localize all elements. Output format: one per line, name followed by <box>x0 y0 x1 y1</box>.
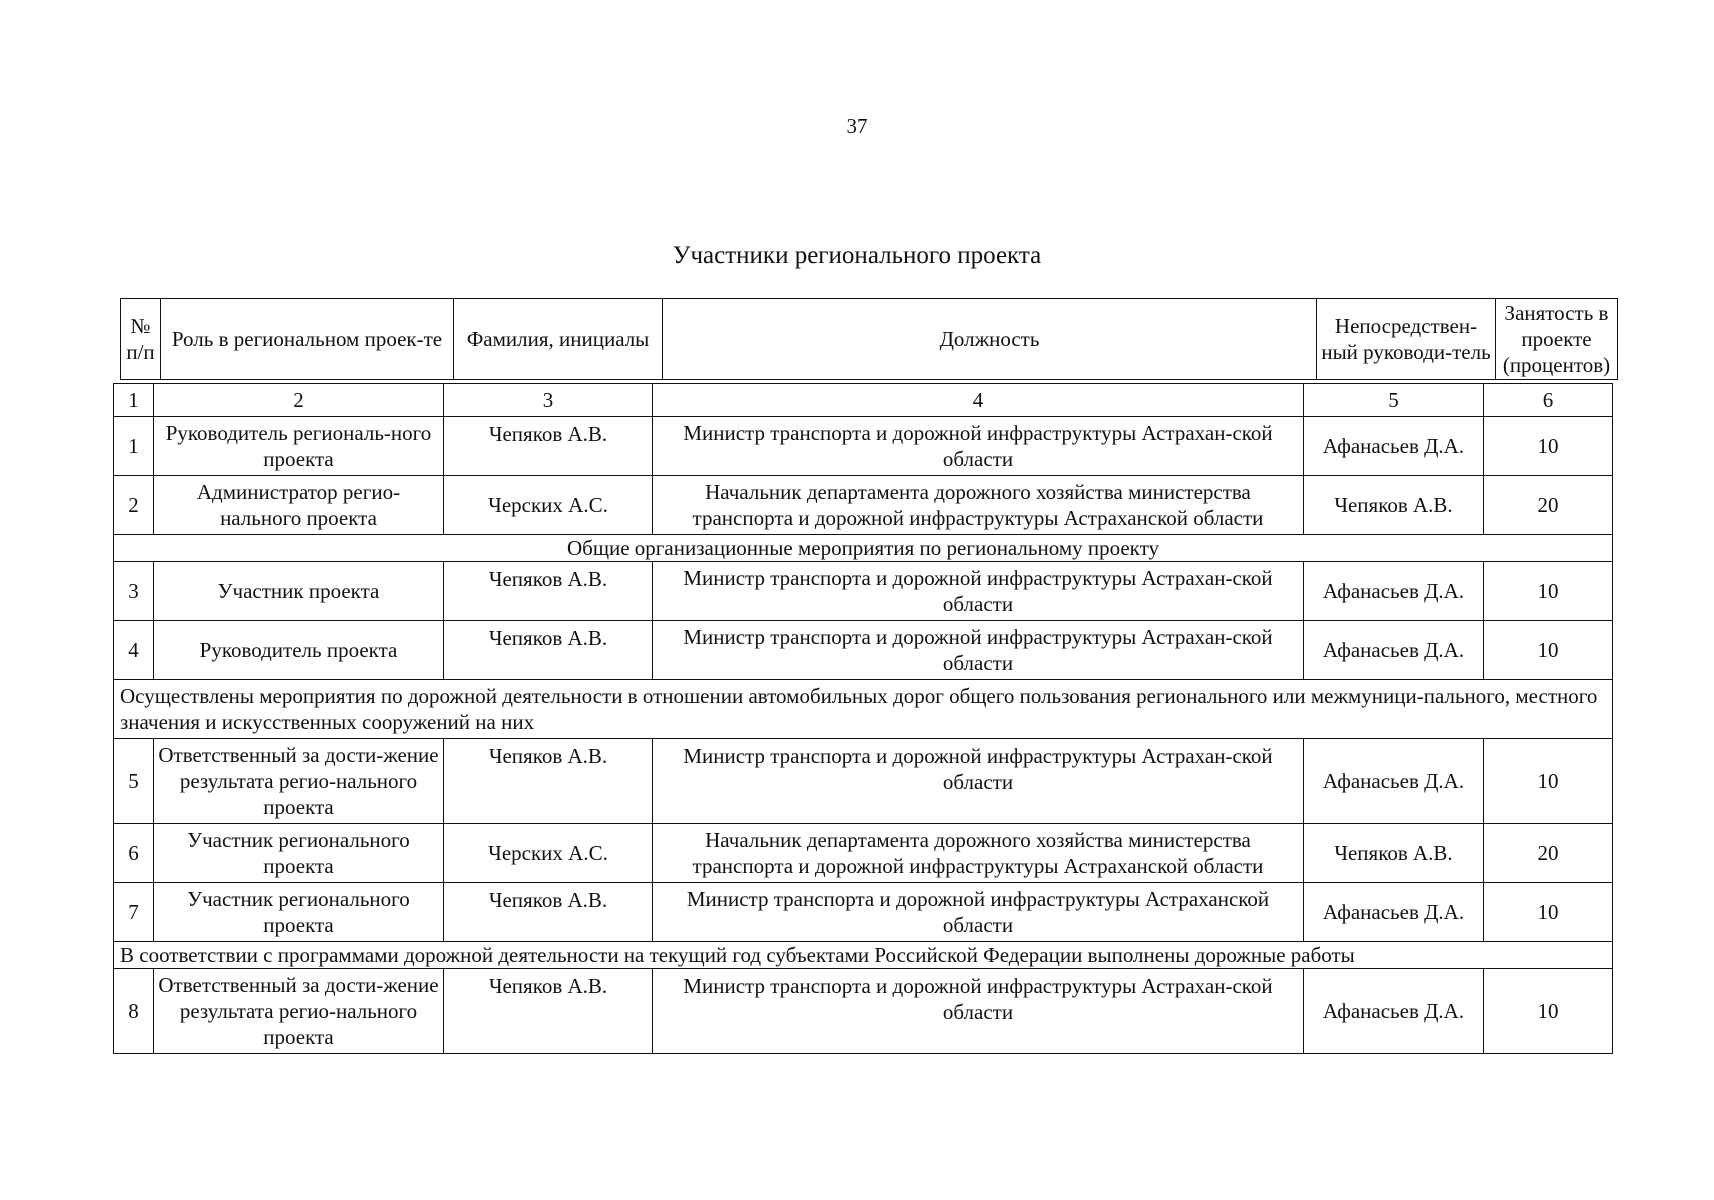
header-position: Должность <box>663 299 1317 380</box>
row-role: Ответственный за дости-жение результата регио-нального проекта <box>154 739 444 824</box>
row-name <box>444 621 653 680</box>
row-name-text: Чепяков А.В. <box>488 567 608 591</box>
row-name-text: Чепяков А.В. <box>488 626 608 650</box>
row-name <box>444 739 653 824</box>
row-name-text: Чепяков А.В. <box>488 744 608 768</box>
row-employment: 10 <box>1484 417 1613 476</box>
row-num: 3 <box>114 562 154 621</box>
row-name-text: Чепяков А.В. <box>488 888 608 912</box>
document-title: Участники регионального проекта <box>672 242 1042 269</box>
row-num: 8 <box>114 969 154 1054</box>
row-role: Участник регионального проекта <box>154 883 444 942</box>
row-employment: 20 <box>1484 824 1613 883</box>
row-num: 1 <box>114 417 154 476</box>
row-role: Администратор регио-нального проекта <box>154 476 444 535</box>
section-row <box>114 942 1613 969</box>
row-role: Ответственный за дости-жение результата регио-нального проекта <box>154 969 444 1054</box>
row-supervisor: Чепяков А.В. <box>1304 824 1484 883</box>
row-supervisor: Афанасьев Д.А. <box>1304 883 1484 942</box>
row-position: Министр транспорта и дорожной инфраструктуры Астраханской области <box>653 883 1304 942</box>
row-num: 4 <box>114 621 154 680</box>
row-position: Министр транспорта и дорожной инфраструктуры Астрахан-ской области <box>653 621 1304 680</box>
row-supervisor: Афанасьев Д.А. <box>1304 739 1484 824</box>
row-position: Министр транспорта и дорожной инфраструктуры Астрахан-ской области <box>653 417 1304 476</box>
table-row <box>114 883 1613 942</box>
page-number: 37 <box>846 114 868 138</box>
header-role: Роль в региональном проек-те <box>161 299 454 380</box>
header-supervisor: Непосредствен-ный руководи-тель <box>1317 299 1496 380</box>
table-row <box>114 621 1613 680</box>
row-num: 7 <box>114 883 154 942</box>
header-name: Фамилия, инициалы <box>454 299 663 380</box>
table-row <box>114 969 1613 1054</box>
row-name <box>444 562 653 621</box>
row-name <box>444 969 653 1054</box>
row-num: 2 <box>114 476 154 535</box>
column-number: 3 <box>444 384 653 417</box>
header-employment: Занятость в проекте (процентов) <box>1496 299 1618 380</box>
row-position: Начальник департамента дорожного хозяйства министерства транспорта и дорожной инфраструктуры Астраханской области <box>653 824 1304 883</box>
section-title: Осуществлены мероприятия по дорожной деятельности в отношении автомобильных дорог общего пользования регионального или межмуници-пального, местного значения и искусственных сооружений на них <box>114 680 1613 739</box>
row-position-text: Министр транспорта и дорожной инфраструктуры Астрахан-ской области <box>683 744 1273 794</box>
row-supervisor: Афанасьев Д.А. <box>1304 621 1484 680</box>
row-name: Черских А.С. <box>444 824 653 883</box>
column-number: 1 <box>114 384 154 417</box>
row-name-text: Чепяков А.В. <box>488 974 608 998</box>
participants-table <box>113 383 1613 1054</box>
column-number: 2 <box>154 384 444 417</box>
row-position <box>653 739 1304 824</box>
table-row <box>114 824 1613 883</box>
row-supervisor: Афанасьев Д.А. <box>1304 969 1484 1054</box>
row-position: Министр транспорта и дорожной инфраструктуры Астрахан-ской области <box>653 562 1304 621</box>
row-name <box>444 883 653 942</box>
row-position <box>653 969 1304 1054</box>
row-employment: 10 <box>1484 969 1613 1054</box>
column-number: 4 <box>653 384 1304 417</box>
row-employment: 10 <box>1484 883 1613 942</box>
row-role: Участник регионального проекта <box>154 824 444 883</box>
section-title: В соответствии с программами дорожной деятельности на текущий год субъектами Российской Федерации выполнены дорожные работы <box>114 942 1613 969</box>
row-name: Черских А.С. <box>444 476 653 535</box>
row-num: 5 <box>114 739 154 824</box>
row-supervisor: Афанасьев Д.А. <box>1304 417 1484 476</box>
section-row <box>114 535 1613 562</box>
section-row <box>114 680 1613 739</box>
row-position-text: Министр транспорта и дорожной инфраструктуры Астрахан-ской области <box>683 974 1273 1024</box>
row-supervisor: Чепяков А.В. <box>1304 476 1484 535</box>
table-row <box>114 739 1613 824</box>
row-supervisor: Афанасьев Д.А. <box>1304 562 1484 621</box>
row-employment: 10 <box>1484 739 1613 824</box>
row-employment: 20 <box>1484 476 1613 535</box>
participants-table-header <box>120 298 1618 380</box>
row-name-text: Чепяков А.В. <box>488 422 608 446</box>
row-employment: 10 <box>1484 621 1613 680</box>
row-name <box>444 417 653 476</box>
row-num: 6 <box>114 824 154 883</box>
table-row <box>114 417 1613 476</box>
header-num: № п/п <box>121 299 161 380</box>
row-role: Руководитель региональ-ного проекта <box>154 417 444 476</box>
row-employment: 10 <box>1484 562 1613 621</box>
table-row <box>114 562 1613 621</box>
section-title: Общие организационные мероприятия по региональному проекту <box>114 535 1613 562</box>
row-role: Участник проекта <box>154 562 444 621</box>
column-number: 5 <box>1304 384 1484 417</box>
row-role: Руководитель проекта <box>154 621 444 680</box>
table-row <box>114 476 1613 535</box>
row-position: Начальник департамента дорожного хозяйства министерства транспорта и дорожной инфраструктуры Астраханской области <box>653 476 1304 535</box>
column-number-row <box>114 384 1613 417</box>
column-number: 6 <box>1484 384 1613 417</box>
